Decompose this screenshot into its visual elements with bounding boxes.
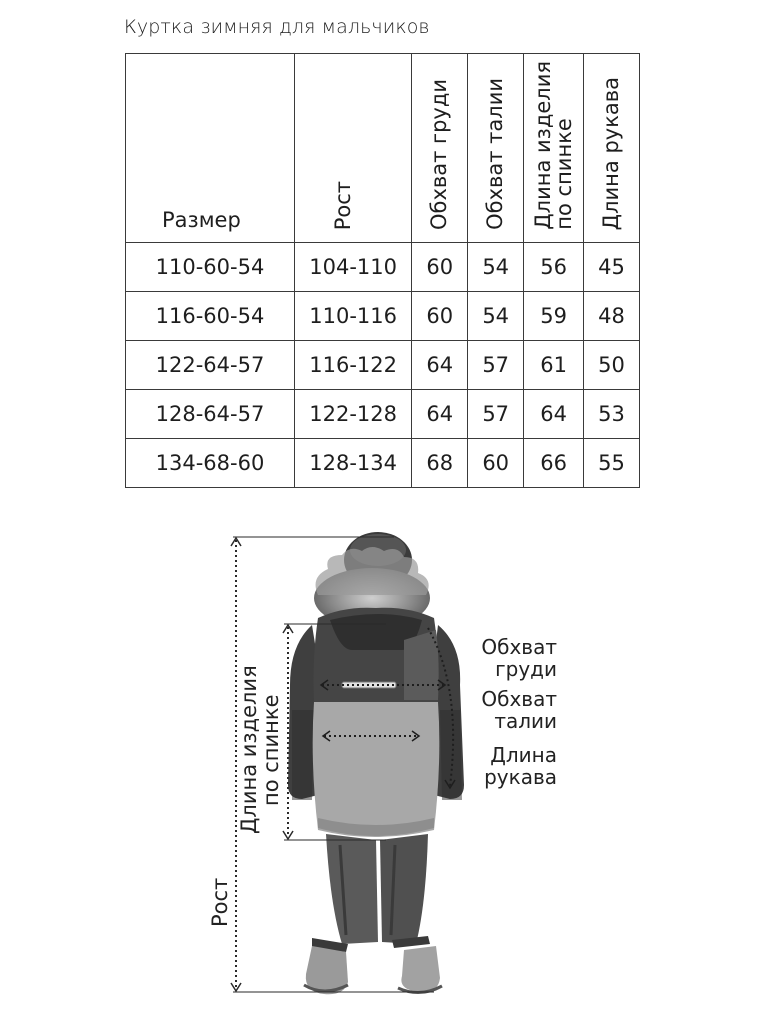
table-row xyxy=(126,390,640,439)
height-label: Рост xyxy=(208,877,232,927)
cell-back: 64 xyxy=(524,390,584,439)
cell-size: 116-60-54 xyxy=(126,292,295,341)
cell-sleeve: 50 xyxy=(584,341,640,390)
cell-sleeve: 45 xyxy=(584,243,640,292)
size-table xyxy=(125,53,640,488)
header-height: Рост xyxy=(294,54,411,243)
cell-waist: 57 xyxy=(468,390,524,439)
cell-back: 59 xyxy=(524,292,584,341)
cell-chest: 64 xyxy=(412,341,468,390)
header-back-length-line1: Длина изделия xyxy=(530,61,555,230)
cell-height: 104-110 xyxy=(294,243,411,292)
cell-height: 128-134 xyxy=(294,439,411,488)
cell-sleeve: 53 xyxy=(584,390,640,439)
boy-jacket-illustration xyxy=(0,500,767,1024)
cell-waist: 60 xyxy=(468,439,524,488)
header-sleeve: Длина рукава xyxy=(584,54,640,243)
cell-waist: 54 xyxy=(468,243,524,292)
cell-size: 110-60-54 xyxy=(126,243,295,292)
header-back-length xyxy=(524,54,584,243)
cell-sleeve: 55 xyxy=(584,439,640,488)
cell-back: 66 xyxy=(524,439,584,488)
back-length-label: Длина изделия по спинке xyxy=(237,665,283,835)
header-chest: Обхват груди xyxy=(412,54,468,243)
cell-chest: 60 xyxy=(412,292,468,341)
cell-height: 122-128 xyxy=(294,390,411,439)
waist-label: Обхват талии xyxy=(481,687,557,733)
page-title: Куртка зимняя для мальчиков xyxy=(124,16,430,38)
cell-back: 61 xyxy=(524,341,584,390)
cell-height: 116-122 xyxy=(294,341,411,390)
cell-chest: 68 xyxy=(412,439,468,488)
sleeve-label: Длина рукава xyxy=(484,743,557,789)
table-row xyxy=(126,243,640,292)
header-waist: Обхват талии xyxy=(468,54,524,243)
table-row xyxy=(126,341,640,390)
table-row xyxy=(126,292,640,341)
cell-size: 128-64-57 xyxy=(126,390,295,439)
cell-sleeve: 48 xyxy=(584,292,640,341)
cell-back: 56 xyxy=(524,243,584,292)
chest-label: Обхват груди xyxy=(481,635,557,681)
table-row xyxy=(126,439,640,488)
cell-chest: 60 xyxy=(412,243,468,292)
cell-size: 122-64-57 xyxy=(126,341,295,390)
table-header-row xyxy=(126,54,640,243)
cell-height: 110-116 xyxy=(294,292,411,341)
header-back-length-line2: по спинке xyxy=(551,118,576,230)
cell-chest: 64 xyxy=(412,390,468,439)
cell-waist: 54 xyxy=(468,292,524,341)
measurement-figure xyxy=(0,500,767,1024)
header-size: Размер xyxy=(126,54,295,243)
cell-size: 134-68-60 xyxy=(126,439,295,488)
cell-waist: 57 xyxy=(468,341,524,390)
